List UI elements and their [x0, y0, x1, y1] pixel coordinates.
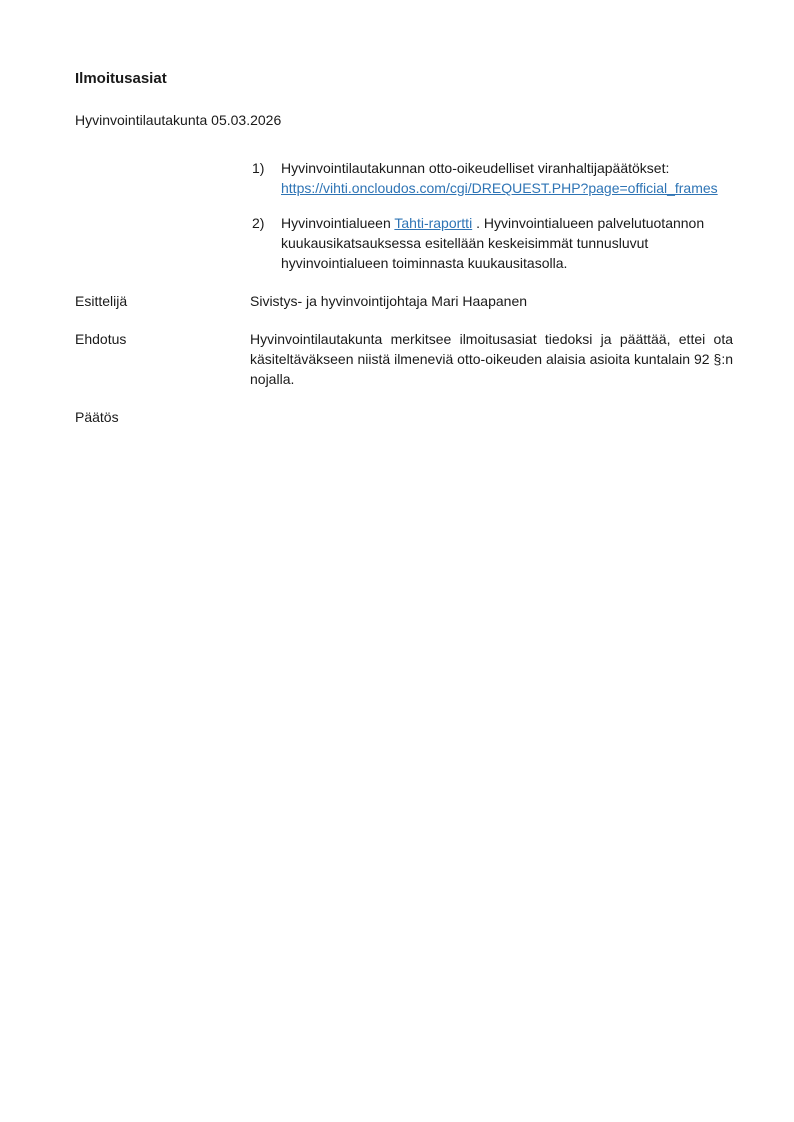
list-item-2	[252, 213, 733, 273]
proposal-row	[75, 329, 733, 389]
detail-rows	[75, 291, 733, 427]
committee-date-line: Hyvinvointilautakunta 05.03.2026	[75, 112, 282, 128]
numbered-list	[252, 158, 733, 273]
list-item-1-text: Hyvinvointilautakunnan otto-oikeudelliset viranhaltijapäätökset:	[281, 160, 670, 176]
document-content	[75, 71, 733, 427]
list-item-1-number: 1)	[252, 160, 265, 176]
list-item-2-text-after-link: . Hyvinvointialueen palvelutuotannon kuukausikatsauksessa esitellään keskeisimmät tunnusluvut hyvinvointialueen toiminnasta kuukausitasolla.	[281, 215, 705, 271]
list-item-1-body	[281, 158, 718, 198]
presenter-label: Esittelijä	[75, 293, 128, 309]
presenter-row	[75, 291, 733, 311]
presenter-value: Sivistys- ja hyvinvointijohtaja Mari Haapanen	[250, 293, 528, 309]
decision-row	[75, 407, 733, 427]
list-item-1	[252, 158, 733, 198]
proposal-value: Hyvinvointilautakunta merkitsee ilmoitusasiat tiedoksi ja päättää, ettei ota käsiteltäväkseen niistä ilmeneviä otto-oikeuden alaisia asioita kuntalain 92 §:n nojalla.	[250, 331, 733, 387]
tahti-report-link[interactable]: Tahti-raportti	[394, 215, 473, 231]
proposal-label: Ehdotus	[75, 331, 127, 347]
list-item-2-body	[281, 213, 726, 273]
page-title: Ilmoitusasiat	[75, 70, 167, 87]
list-item-2-number: 2)	[252, 215, 265, 231]
official-decisions-link[interactable]: https://vihti.oncloudos.com/cgi/DREQUEST.PHP?page=official_frames	[281, 180, 718, 196]
decision-label: Päätös	[75, 409, 119, 425]
decision-value	[250, 407, 733, 427]
list-item-2-text-before-link: Hyvinvointialueen	[281, 215, 395, 231]
